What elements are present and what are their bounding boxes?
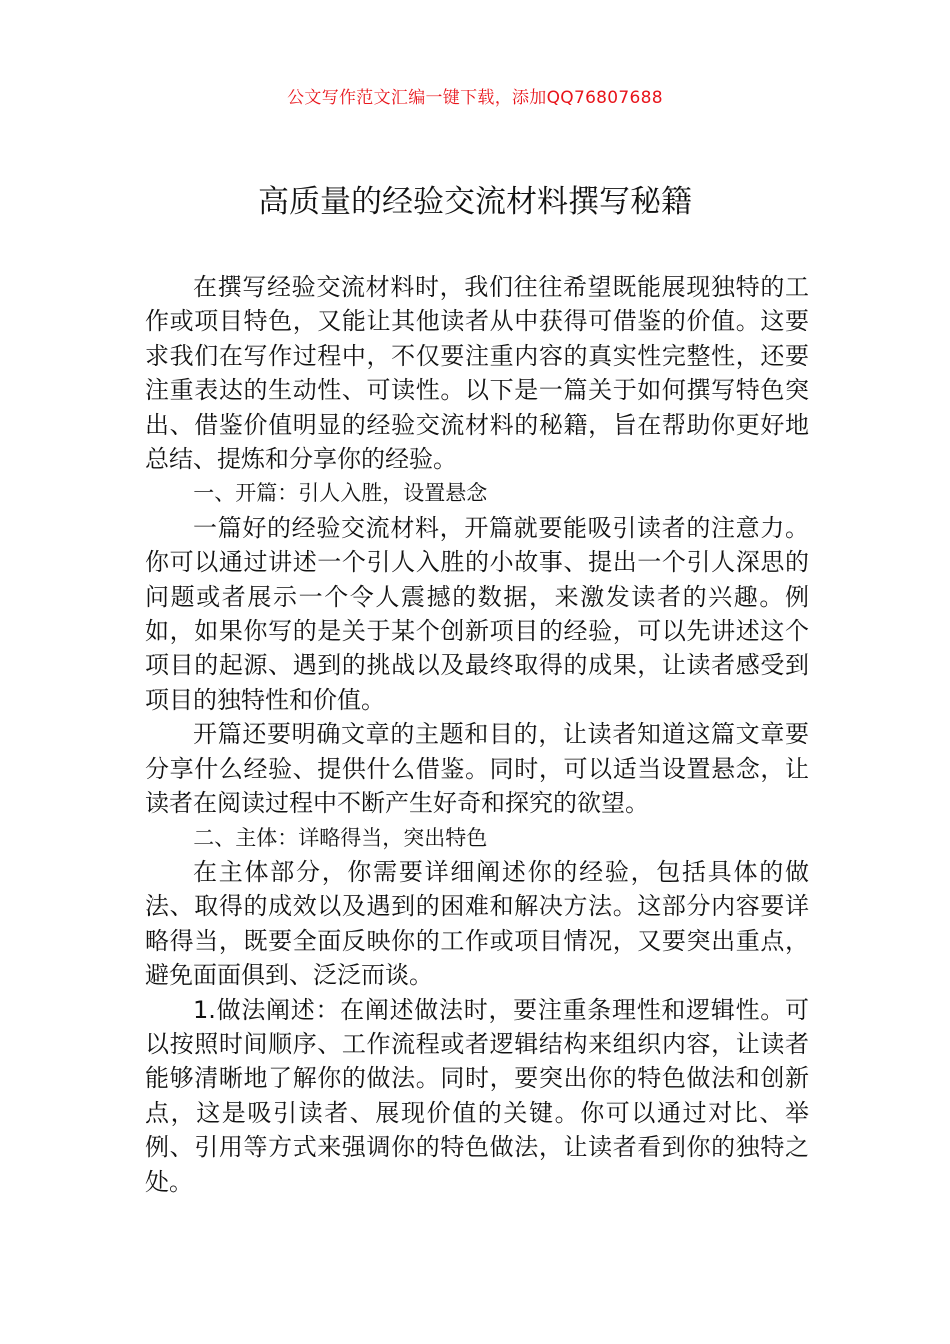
main-body-paragraph: 在主体部分，你需要详细阐述你的经验，包括具体的做法、取得的成效以及遇到的困难和解决方法。这部分内容要详略得当，既要全面反映你的工作或项目情况，又要突出重点，避免面面俱到、泛泛而谈。 <box>145 857 809 990</box>
opening-paragraph-1: 一篇好的经验交流材料，开篇就要能吸引读者的注意力。你可以通过讲述一个引人入胜的小故事、提出一个引人深思的问题或者展示一个令人震撼的数据，来激发读者的兴趣。例如，如果你写的是关于某个创新项目的经验，可以先讲述这个项目的起源、遇到的挑战以及最终取得的成果，让读者感受到项目的独特性和价值。 <box>145 513 809 714</box>
download-banner: 公文写作范文汇编一键下载，添加QQ76807688 <box>287 88 663 108</box>
method-paragraph: 1.做法阐述：在阐述做法时，要注重条理性和逻辑性。可以按照时间顺序、工作流程或者逻辑结构来组织内容，让读者能够清晰地了解你的做法。同时，要突出你的特色做法和创新点，这是吸引读者、展现价值的关键。你可以通过对比、举例、引用等方式来强调你的特色做法，让读者看到你的独特之处。 <box>145 995 809 1196</box>
opening-paragraph-2: 开篇还要明确文章的主题和目的，让读者知道这篇文章要分享什么经验、提供什么借鉴。同时，可以适当设置悬念，让读者在阅读过程中不断产生好奇和探究的欲望。 <box>145 720 809 818</box>
document-body <box>145 270 809 1199</box>
intro-paragraph: 在撰写经验交流材料时，我们往往希望既能展现独特的工作或项目特色，又能让其他读者从中获得可借鉴的价值。这要求我们在写作过程中，不仅要注重内容的真实性完整性，还要注重表达的生动性、可读性。以下是一篇关于如何撰写特色突出、借鉴价值明显的经验交流材料的秘籍，旨在帮助你更好地总结、提炼和分享你的经验。 <box>145 273 809 474</box>
document-title: 高质量的经验交流材料撰写秘籍 <box>258 184 692 220</box>
section-heading-main-body: 二、主体：详略得当，突出特色 <box>193 825 488 850</box>
section-heading-opening: 一、开篇：引人入胜，设置悬念 <box>193 481 488 506</box>
